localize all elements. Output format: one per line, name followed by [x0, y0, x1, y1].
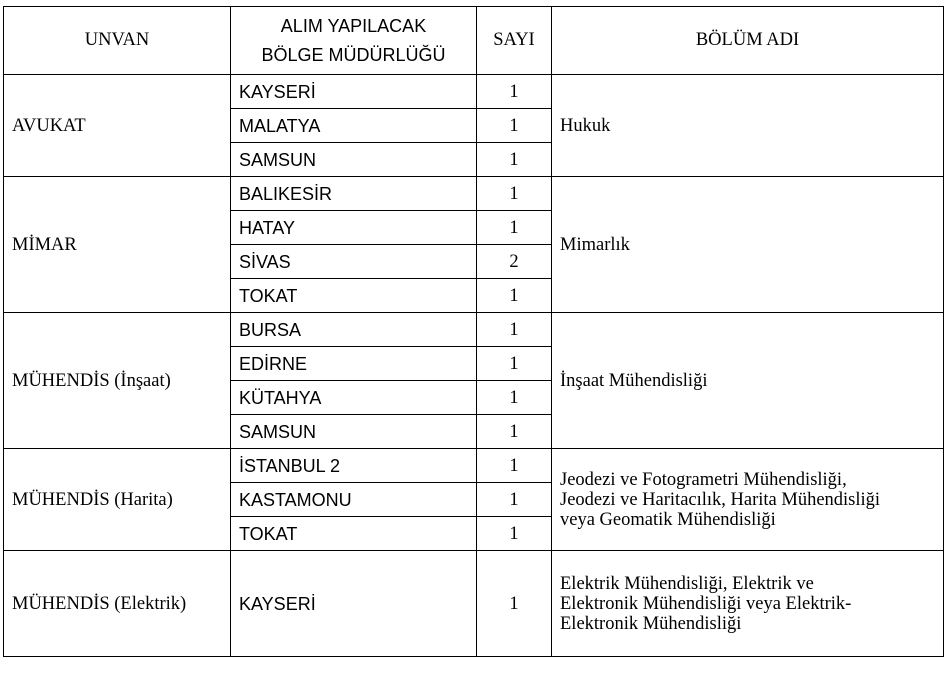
bolum-cell [552, 177, 944, 313]
bolge-cell: TOKAT [231, 517, 477, 551]
sayi-cell: 1 [477, 449, 552, 483]
header-bolge [231, 7, 477, 75]
sayi-cell: 1 [477, 381, 552, 415]
unvan-cell: MÜHENDİS (Harita) [4, 449, 231, 551]
bolge-cell: İSTANBUL 2 [231, 449, 477, 483]
header-bolge-line-1: ALIM YAPILACAK [280, 15, 427, 36]
bolum-cell [552, 551, 944, 657]
sayi-cell: 1 [477, 279, 552, 313]
header-bolge-line-2: BÖLGE MÜDÜRLÜĞÜ [261, 44, 446, 65]
unvan-cell: MÜHENDİS (Elektrik) [4, 551, 231, 657]
bolum-line: İnşaat Mühendisliği [560, 370, 708, 391]
header-sayi: SAYI [477, 7, 552, 75]
bolum-line: Elektrik Mühendisliği, Elektrik ve [560, 573, 814, 594]
table-row [4, 177, 944, 211]
sayi-cell: 1 [477, 143, 552, 177]
table-row [4, 449, 944, 483]
bolge-cell: MALATYA [231, 109, 477, 143]
bolge-cell: BALIKESİR [231, 177, 477, 211]
sayi-cell: 1 [477, 211, 552, 245]
bolge-cell: KAYSERİ [231, 551, 477, 657]
positions-table [3, 6, 944, 657]
sayi-cell: 1 [477, 75, 552, 109]
bolge-cell: EDİRNE [231, 347, 477, 381]
bolum-line: veya Geomatik Mühendisliği [560, 509, 776, 530]
sayi-cell: 1 [477, 313, 552, 347]
unvan-cell: MÜHENDİS (İnşaat) [4, 313, 231, 449]
bolge-cell: KÜTAHYA [231, 381, 477, 415]
bolge-cell: TOKAT [231, 279, 477, 313]
sayi-cell: 1 [477, 551, 552, 657]
header-bolum: BÖLÜM ADI [552, 7, 944, 75]
bolge-cell: BURSA [231, 313, 477, 347]
sayi-cell: 1 [477, 347, 552, 381]
table-row [4, 551, 944, 657]
bolum-cell [552, 75, 944, 177]
sayi-cell: 1 [477, 415, 552, 449]
sayi-cell: 1 [477, 517, 552, 551]
bolum-line: Jeodezi ve Fotogrametri Mühendisliği, [560, 469, 847, 490]
bolum-cell [552, 313, 944, 449]
table-row [4, 75, 944, 109]
bolum-line: Elektronik Mühendisliği [560, 613, 742, 634]
bolum-line: Mimarlık [560, 234, 630, 255]
sayi-cell: 1 [477, 177, 552, 211]
table-row [4, 313, 944, 347]
header-row [4, 7, 944, 75]
sayi-cell: 1 [477, 109, 552, 143]
header-unvan: UNVAN [4, 7, 231, 75]
bolge-cell: SİVAS [231, 245, 477, 279]
bolge-cell: SAMSUN [231, 143, 477, 177]
unvan-cell: AVUKAT [4, 75, 231, 177]
bolge-cell: KASTAMONU [231, 483, 477, 517]
unvan-cell: MİMAR [4, 177, 231, 313]
bolum-cell [552, 449, 944, 551]
bolum-line: Hukuk [560, 115, 611, 136]
bolge-cell: HATAY [231, 211, 477, 245]
sayi-cell: 1 [477, 483, 552, 517]
bolum-line: Jeodezi ve Haritacılık, Harita Mühendisliği [560, 489, 881, 510]
bolge-cell: KAYSERİ [231, 75, 477, 109]
sayi-cell: 2 [477, 245, 552, 279]
bolge-cell: SAMSUN [231, 415, 477, 449]
bolum-line: Elektronik Mühendisliği veya Elektrik- [560, 593, 852, 614]
